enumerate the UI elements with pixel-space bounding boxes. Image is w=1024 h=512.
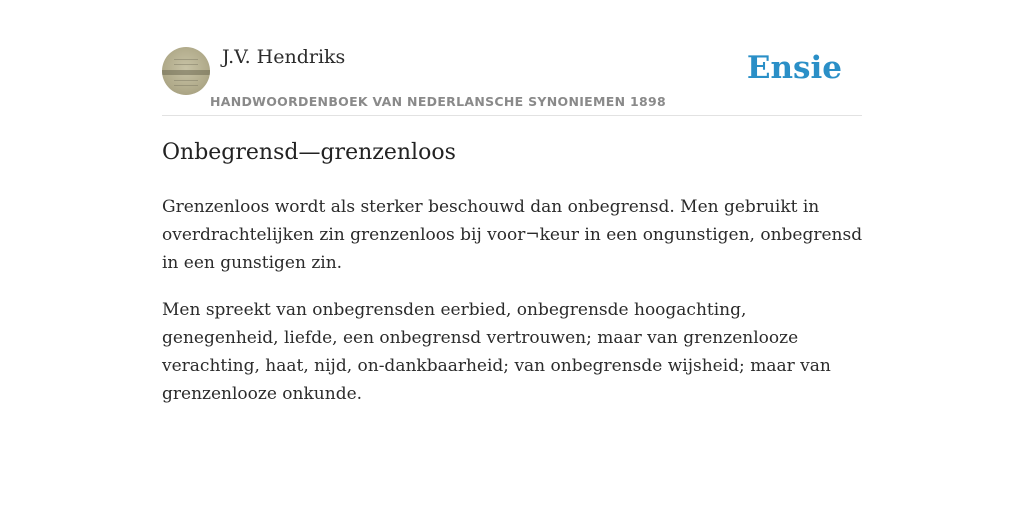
avatar-text-line bbox=[174, 64, 198, 65]
brand-logo[interactable]: Ensie bbox=[746, 50, 842, 86]
article-title: Onbegrensd—grenzenloos bbox=[162, 140, 456, 165]
avatar-text-line bbox=[174, 59, 198, 60]
author-avatar[interactable] bbox=[162, 47, 210, 95]
avatar-text-line bbox=[174, 85, 198, 86]
header bbox=[162, 44, 862, 116]
author-name[interactable]: J.V. Hendriks bbox=[222, 46, 346, 68]
avatar-title-band bbox=[162, 70, 210, 75]
article-content bbox=[162, 193, 864, 427]
article-paragraph: Grenzenloos wordt als sterker beschouwd dan onbegrensd. Men gebruikt in overdrachtelijken zin grenzenloos bij voor¬keur in een ongunstigen, onbegrensd in een gunstigen zin. bbox=[162, 197, 863, 273]
source-title[interactable]: HANDWOORDENBOEK VAN NEDERLANSCHE SYNONIEMEN 1898 bbox=[210, 94, 667, 109]
avatar-text-line bbox=[174, 80, 198, 81]
article-paragraph: Men spreekt van onbegrensden eerbied, onbegrensde hoogachting, genegenheid, liefde, een onbegrensd vertrouwen; maar van grenzenlooze verachting, haat, nijd, on-dankbaarheid; van onbegrensde wijsheid; maar van grenzenlooze onkunde. bbox=[162, 300, 831, 404]
